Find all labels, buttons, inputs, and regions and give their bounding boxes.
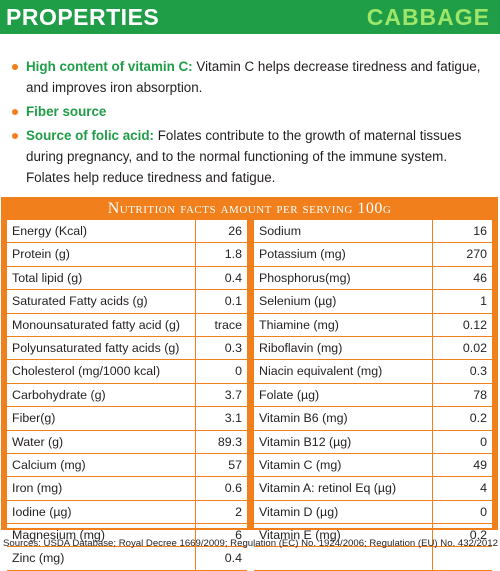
property-text: Vitamin C helps decrease tiredness and fatigue, and improves iron absorption. [26, 59, 481, 95]
nutrient-value: 57 [195, 454, 247, 476]
nutrient-value: 0 [432, 431, 492, 453]
nutrient-value: 6 [195, 524, 247, 546]
nutrient-name: Magnesium (mg) [12, 528, 105, 543]
nutrition-row [7, 547, 247, 570]
nutrient-name: Fiber(g) [12, 411, 56, 426]
nutrient-name: Vitamin B6 (mg) [259, 411, 348, 426]
nutrient-value: 3.1 [195, 407, 247, 429]
nutrition-row [7, 431, 247, 454]
nutrient-name: Saturated Fatty acids (g) [12, 294, 148, 309]
nutrient-value: 270 [432, 243, 492, 265]
nutrition-row [7, 267, 247, 290]
nutrient-value: 1.8 [195, 243, 247, 265]
nutrition-row [7, 290, 247, 313]
nutrient-value: 1 [432, 290, 492, 312]
sources-note: Sources: USDA Database; Royal Decree 1669/2009; Regulation (EC) No. 1924/2006; Regulation (EU) No. 432/2012 [3, 538, 498, 549]
nutrition-row [254, 431, 492, 454]
nutrient-name: Thiamine (mg) [259, 317, 339, 332]
property-title: High content of vitamin C: [26, 59, 193, 74]
property-item [12, 125, 490, 188]
nutrition-row [7, 243, 247, 266]
nutrient-value: 0.2 [432, 524, 492, 546]
nutrient-value: 0.3 [195, 337, 247, 359]
nutrient-name: Potassium (mg) [259, 247, 346, 262]
property-item [12, 101, 490, 122]
nutrient-name: Vitamin E (mg) [259, 528, 341, 543]
page-title: PROPERTIES [6, 4, 160, 30]
nutrition-row [254, 360, 492, 383]
nutrition-row [254, 477, 492, 500]
nutrient-value: 0.4 [195, 267, 247, 289]
nutrient-name: Phosphorus(mg) [259, 270, 351, 285]
nutrient-name: Sodium [259, 224, 302, 238]
bullet-icon [12, 133, 18, 139]
nutrition-row [254, 267, 492, 290]
nutrient-value: 0.3 [432, 360, 492, 382]
nutrient-name: Cholesterol (mg/1000 kcal) [12, 364, 161, 379]
nutrition-row [7, 501, 247, 524]
nutrient-name: Protein (g) [12, 247, 70, 262]
nutrient-value: trace [195, 314, 247, 336]
nutrient-name: Niacin equivalent (mg) [259, 364, 383, 379]
nutrition-row [254, 314, 492, 337]
nutrition-row [7, 477, 247, 500]
nutrition-row [254, 454, 492, 477]
nutrition-row [254, 337, 492, 360]
nutrition-row [7, 220, 247, 243]
bullet-icon [12, 109, 18, 115]
nutrient-name: Folate (µg) [259, 387, 320, 402]
nutrient-name: Iron (mg) [12, 481, 63, 496]
nutrient-name: Iodine (µg) [12, 504, 72, 519]
nutrition-column-left [7, 220, 247, 566]
nutrient-name: Vitamin C (mg) [259, 457, 342, 472]
nutrition-row [254, 547, 492, 570]
nutrient-value: 78 [432, 384, 492, 406]
nutrient-name: Riboflavin (mg) [259, 340, 343, 355]
property-title: Fiber source [26, 104, 107, 119]
nutrient-value: 4 [432, 477, 492, 499]
nutrient-name: Selenium (µg) [259, 294, 337, 309]
nutrient-name: Monounsaturated fatty acid (g) [12, 317, 181, 332]
nutrient-value: 0.12 [432, 314, 492, 336]
nutrient-value: 0.6 [195, 477, 247, 499]
property-title: Source of folic acid: [26, 128, 154, 143]
nutrient-name: Carbohydrate (g) [12, 387, 106, 402]
nutrient-value: 0.4 [195, 547, 247, 569]
nutrient-name: Water (g) [12, 434, 64, 449]
nutrient-name: Polyunsaturated fatty acids (g) [12, 340, 180, 355]
nutrient-name: Vitamin B12 (µg) [259, 434, 352, 449]
nutrition-row [254, 290, 492, 313]
nutrient-value: 3.7 [195, 384, 247, 406]
nutrition-row [7, 337, 247, 360]
property-text: Folates contribute to the growth of maternal tissues during pregnancy, and to the normal functioning of the immune system. Folates help reduce tiredness and fatigue. [26, 128, 462, 185]
nutrition-row [254, 501, 492, 524]
nutrient-name: Zinc (mg) [12, 551, 65, 566]
nutrient-name: Calcium (mg) [12, 457, 86, 472]
nutrient-name: Total lipid (g) [12, 270, 83, 285]
nutrition-row [7, 360, 247, 383]
nutrient-value [432, 547, 492, 569]
nutrition-row [254, 220, 492, 243]
nutrient-value: 0.2 [432, 407, 492, 429]
nutrition-row [7, 454, 247, 477]
nutrition-row [254, 407, 492, 430]
nutrition-row [7, 384, 247, 407]
header-bar [0, 0, 500, 34]
nutrient-name: Energy (Kcal) [12, 224, 88, 238]
nutrient-value: 0 [432, 501, 492, 523]
properties-list [12, 56, 490, 191]
nutrient-value: 0.1 [195, 290, 247, 312]
nutrition-row [7, 314, 247, 337]
nutrient-value: 89.3 [195, 431, 247, 453]
nutrition-row [254, 384, 492, 407]
nutrient-name: Vitamin A: retinol Eq (µg) [259, 481, 397, 496]
nutrient-value: 2 [195, 501, 247, 523]
property-item [12, 56, 490, 98]
table-heading: Nutrition facts amount per serving 100g [107, 200, 392, 217]
nutrient-name: Vitamin D (µg) [259, 504, 339, 519]
nutrient-value: 49 [432, 454, 492, 476]
nutrient-value: 0 [195, 360, 247, 382]
nutrient-value: 46 [432, 267, 492, 289]
nutrition-row [254, 243, 492, 266]
product-name: CABBAGE [366, 4, 490, 30]
nutrition-column-right [254, 220, 492, 543]
nutrient-value: 16 [432, 220, 492, 242]
nutrient-value: 26 [195, 220, 247, 242]
bullet-icon [12, 64, 18, 70]
nutrition-row [7, 407, 247, 430]
nutrient-value: 0.02 [432, 337, 492, 359]
